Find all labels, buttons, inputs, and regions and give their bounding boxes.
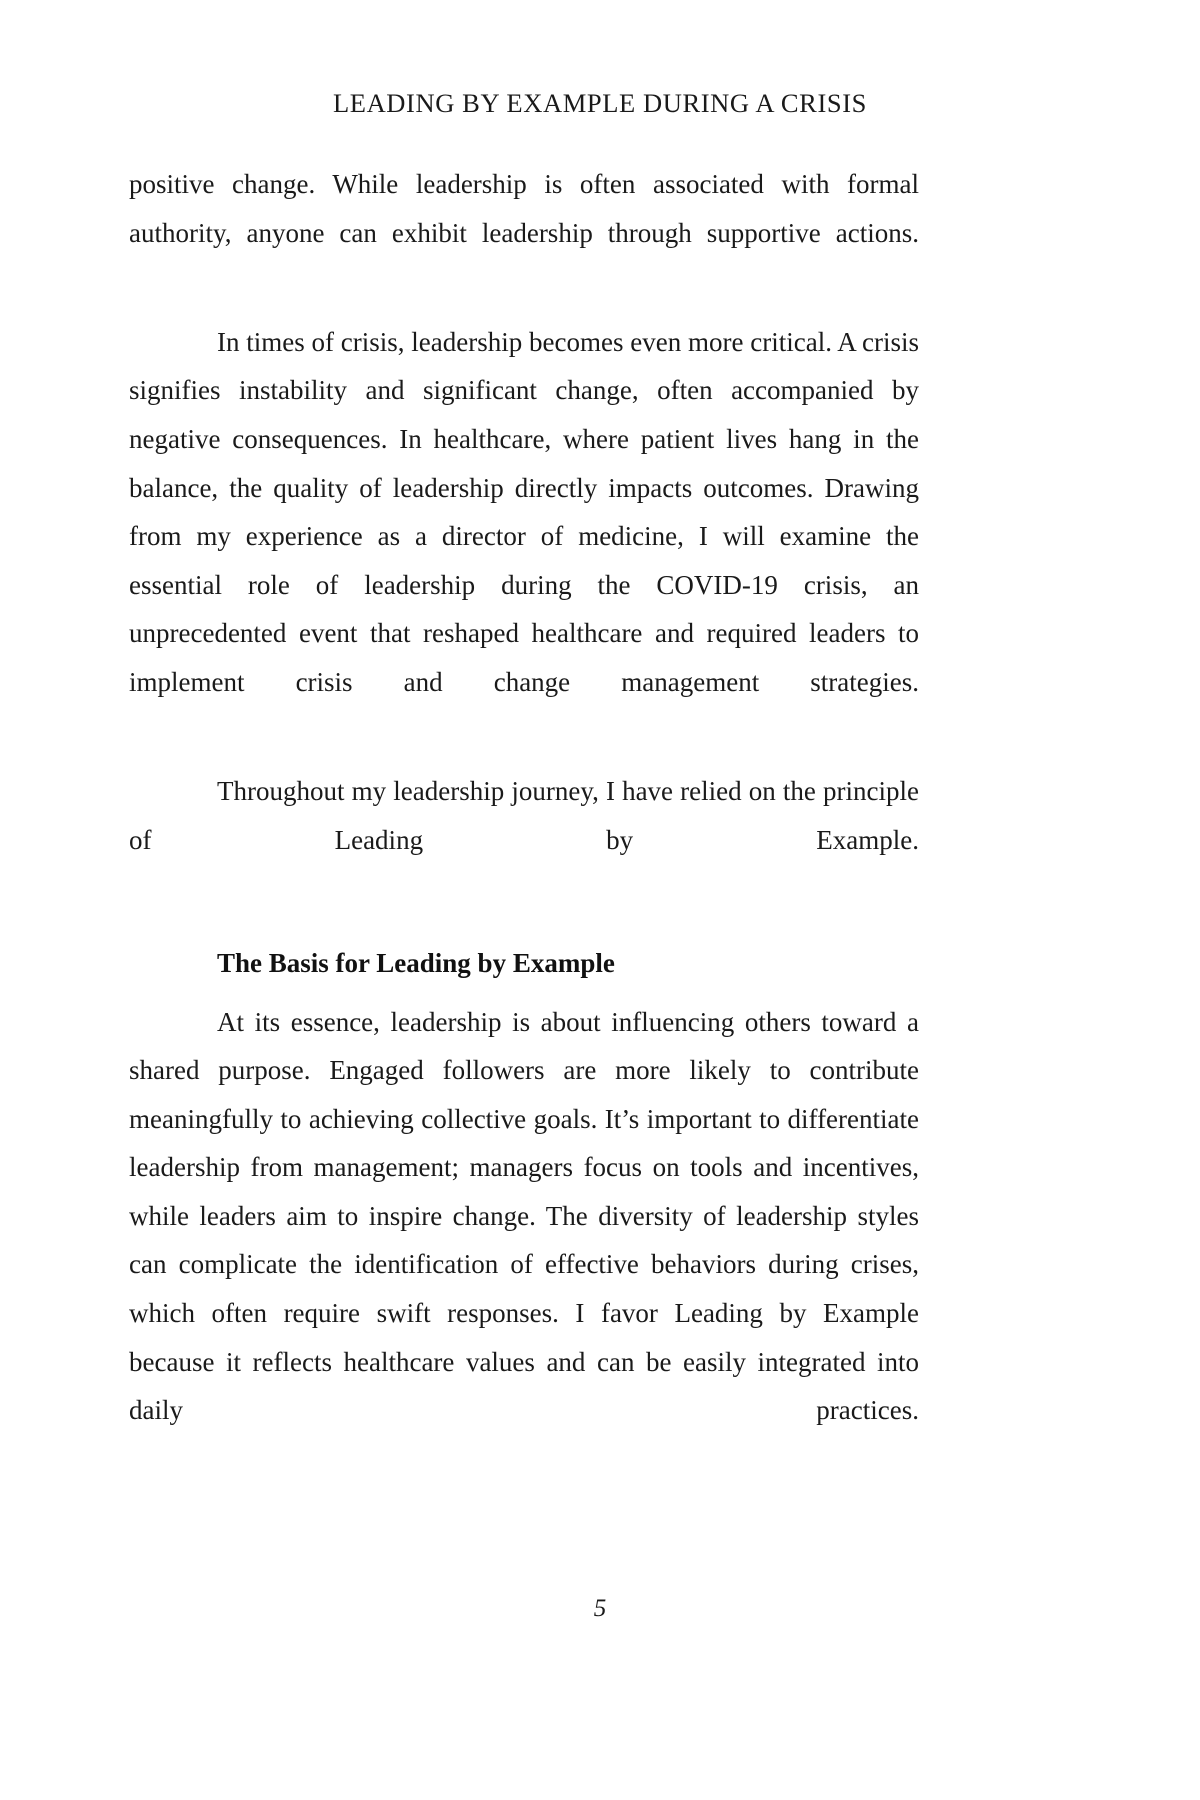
section-heading: The Basis for Leading by Example: [217, 947, 615, 978]
page-text-block: [129, 160, 919, 1483]
paragraph-crisis-leadership: In times of crisis, leadership becomes even more critical. A crisis signifies instability and significant change, often accompanied by negative consequences. In healthcare, where patient lives hang in the balance, the quality of leadership directly impacts outcomes. Drawing from my experience as a director of medicine, I will examine the essential role of leadership during the COVID-19 crisis, an unprecedented event that reshaped healthcare and required leaders to implement crisis and change management strategies.: [129, 326, 919, 697]
paragraph-journey: Throughout my leadership journey, I have relied on the principle of Leading by Example.: [129, 776, 919, 855]
paragraph-basis: At its essence, leadership is about influencing others toward a shared purpose. Engaged followers are more likely to contribute meaningfully to achieving collective goals. It’s important to differentiate leadership from management; managers focus on tools and incentives, while leaders aim to inspire change. The diversity of leadership styles can complicate the identification of effective behaviors during crises, which often require swift responses. I favor Leading by Example because it reflects healthcare values and can be easily integrated into daily practices.: [129, 1006, 919, 1426]
paragraph-continued: positive change. While leadership is often associated with formal authority, anyone can exhibit leadership through supportive actions.: [129, 169, 919, 248]
page-number: 5: [593, 1595, 607, 1622]
running-head: LEADING BY EXAMPLE DURING A CRISIS: [333, 88, 867, 118]
